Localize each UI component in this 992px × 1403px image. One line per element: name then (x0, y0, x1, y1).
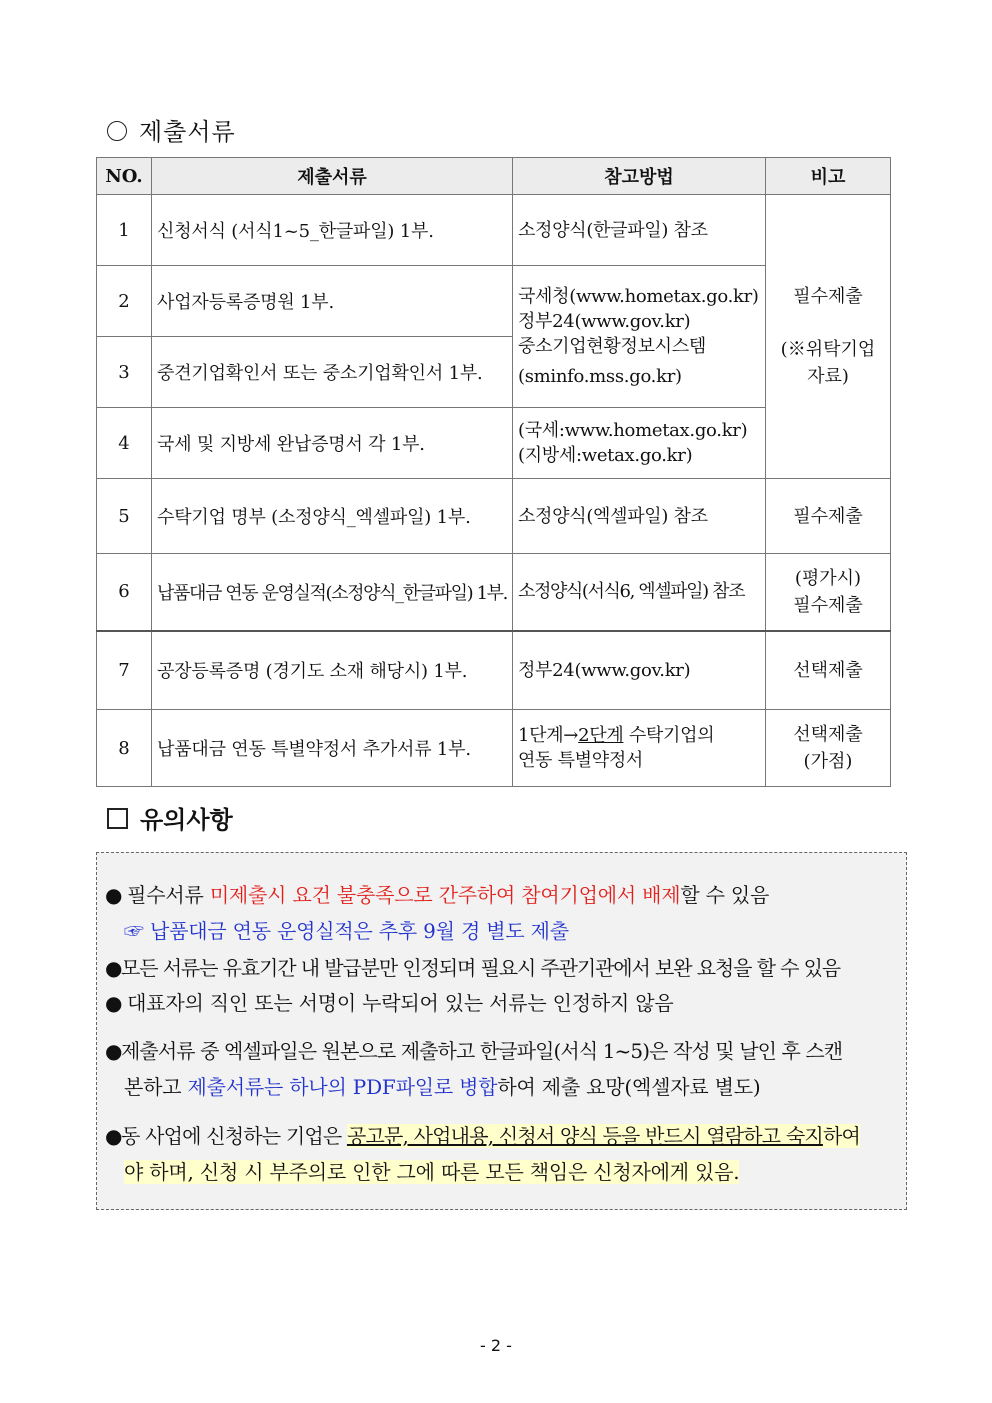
notice-item: ● 필수서류 미제출시 요건 불충족으로 간주하여 참여기업에서 배제할 수 있음 (105, 883, 770, 907)
bullet-dot-icon: ● (105, 991, 123, 1015)
header-note: 비고 (765, 158, 890, 195)
table-row: 2 사업자등록증명원 1부. 국세청(www.hometax.go.kr) 정부24(www.gov.kr) 중소기업현황정보시스템 (sminfo.mss.go.kr) (97, 266, 891, 337)
notice-item: ●동 사업에 신청하는 기업은 공고문, 사업내용, 신청서 양식 등을 반드시 열람하고 숙지하여 (105, 1124, 860, 1148)
notice-box (96, 852, 907, 1210)
notice-item-cont: 본하고 제출서류는 하나의 PDF파일로 병합하여 제출 요망(엑셀자료 별도) (124, 1075, 761, 1099)
table-row: 7 공장등록증명 (경기도 소재 해당시) 1부. 정부24(www.gov.kr) 선택제출 (97, 631, 891, 710)
table-row: 5 수탁기업 명부 (소정양식_엑셀파일) 1부. 소정양식(엑셀파일) 참조 필수제출 (97, 479, 891, 554)
table-header-row (97, 158, 891, 195)
notice-subitem: ☞ 납품대금 연동 운영실적은 추후 9월 경 별도 제출 (124, 919, 569, 943)
bullet-dot-icon: ● (105, 1039, 123, 1063)
header-doc: 제출서류 (152, 158, 513, 195)
header-ref: 참고방법 (512, 158, 765, 195)
ref-agencies: 국세청(www.hometax.go.kr) 정부24(www.gov.kr) 중소기업현황정보시스템 (sminfo.mss.go.kr) (512, 266, 765, 408)
square-bullet-icon (107, 808, 128, 829)
page-number: - 2 - (480, 1336, 512, 1355)
circle-bullet-icon (107, 121, 127, 141)
documents-table (96, 157, 891, 787)
bullet-dot-icon: ● (105, 1124, 123, 1148)
notice-item: ●모든 서류는 유효기간 내 발급분만 인정되며 필요시 주관기관에서 보완 요청을 할 수 있음 (105, 956, 841, 980)
table-row: 3 중견기업확인서 또는 중소기업확인서 1부. (97, 337, 891, 408)
notice-title: 유의사항 (107, 800, 233, 835)
note-required: 필수제출 (※위탁기업 자료) (765, 195, 890, 479)
table-row: 4 국세 및 지방세 완납증명서 각 1부. (국세:www.hometax.go.kr) (지방세:wetax.go.kr) (97, 408, 891, 479)
table-row: 8 납품대금 연동 특별약정서 추가서류 1부. 1단계→2단계 수탁기업의 연동 특별약정서 선택제출 (가점) (97, 710, 891, 787)
header-no: NO. (97, 158, 152, 195)
notice-item: ● 대표자의 직인 또는 서명이 누락되어 있는 서류는 인정하지 않음 (105, 991, 674, 1015)
notice-item: ●제출서류 중 엑셀파일은 원본으로 제출하고 한글파일(서식 1~5)은 작성 및 날인 후 스캔 (105, 1039, 843, 1063)
table-row: 6 납품대금 연동 운영실적(소정양식_한글파일) 1부. 소정양식(서식6, 엑셀파일) 참조 (평가시) 필수제출 (97, 554, 891, 631)
table-row: 1 신청서식 (서식1~5_한글파일) 1부. 소정양식(한글파일) 참조 필수제출 (※위탁기업 자료) (97, 195, 891, 266)
bullet-dot-icon: ● (105, 956, 123, 980)
section-title: 제출서류 (107, 112, 236, 147)
bullet-dot-icon: ● (105, 883, 123, 907)
notice-item-cont: 야 하며, 신청 시 부주의로 인한 그에 따른 모든 책임은 신청자에게 있음. (124, 1160, 740, 1184)
